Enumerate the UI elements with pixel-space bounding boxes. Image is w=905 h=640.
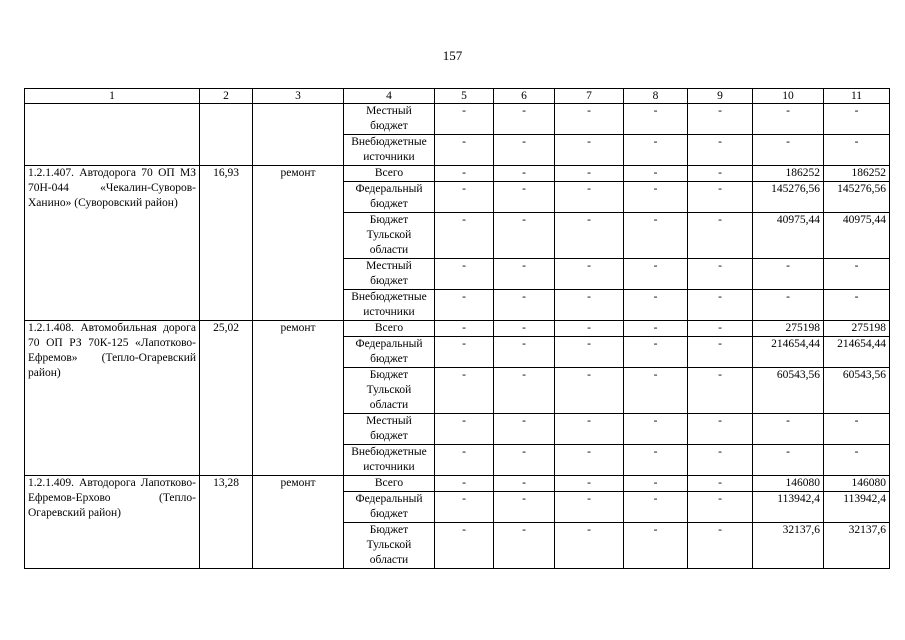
value-cell: - bbox=[624, 182, 688, 213]
object-cell bbox=[25, 104, 200, 166]
header-cell: 6 bbox=[494, 89, 555, 104]
funding-source-cell: Всего bbox=[344, 166, 435, 182]
length-cell: 16,93 bbox=[200, 166, 253, 321]
funding-source-cell: Всего bbox=[344, 476, 435, 492]
funding-source-cell: Федеральный бюджет bbox=[344, 337, 435, 368]
work-type-cell: ремонт bbox=[253, 476, 344, 569]
object-cell: 1.2.1.409. Автодорога Лапотково-Ефремов-Ерхово (Тепло-Огаревский район) bbox=[25, 476, 200, 569]
value-cell: - bbox=[688, 135, 753, 166]
value-cell: - bbox=[435, 104, 494, 135]
value-cell: 40975,44 bbox=[824, 213, 890, 259]
work-type-cell: ремонт bbox=[253, 166, 344, 321]
value-cell: - bbox=[753, 445, 824, 476]
value-cell: 214654,44 bbox=[824, 337, 890, 368]
value-cell: - bbox=[753, 104, 824, 135]
value-cell: - bbox=[824, 259, 890, 290]
value-cell: - bbox=[688, 182, 753, 213]
object-cell: 1.2.1.407. Автодорога 70 ОП МЗ 70Н-044 «Чекалин-Суворов-Ханино» (Суворовский район) bbox=[25, 166, 200, 321]
page-number: 157 bbox=[442, 48, 463, 63]
value-cell: - bbox=[688, 104, 753, 135]
table-row bbox=[25, 104, 890, 135]
object-cell: 1.2.1.408. Автомобильная дорога 70 ОП РЗ 70К-125 «Лапотково-Ефремов» (Тепло-Огаревский район) bbox=[25, 321, 200, 476]
value-cell: - bbox=[624, 166, 688, 182]
value-cell: - bbox=[688, 523, 753, 569]
table-row bbox=[25, 476, 890, 492]
table-body bbox=[25, 89, 890, 569]
header-cell: 4 bbox=[344, 89, 435, 104]
value-cell: - bbox=[435, 135, 494, 166]
value-cell: - bbox=[555, 337, 624, 368]
value-cell: - bbox=[435, 368, 494, 414]
value-cell: - bbox=[688, 476, 753, 492]
value-cell: - bbox=[624, 523, 688, 569]
header-cell: 5 bbox=[435, 89, 494, 104]
value-cell: - bbox=[624, 368, 688, 414]
value-cell: - bbox=[555, 182, 624, 213]
value-cell: - bbox=[494, 368, 555, 414]
value-cell: - bbox=[688, 290, 753, 321]
header-cell: 9 bbox=[688, 89, 753, 104]
funding-source-cell: Бюджет Тульской области bbox=[344, 213, 435, 259]
header-cell: 11 bbox=[824, 89, 890, 104]
funding-source-cell: Всего bbox=[344, 321, 435, 337]
value-cell: - bbox=[624, 213, 688, 259]
value-cell: - bbox=[624, 135, 688, 166]
value-cell: 146080 bbox=[753, 476, 824, 492]
value-cell: - bbox=[435, 523, 494, 569]
header-cell: 3 bbox=[253, 89, 344, 104]
value-cell: 146080 bbox=[824, 476, 890, 492]
value-cell: - bbox=[555, 213, 624, 259]
length-cell: 13,28 bbox=[200, 476, 253, 569]
funding-source-cell: Бюджет Тульской области bbox=[344, 368, 435, 414]
value-cell: - bbox=[494, 414, 555, 445]
work-type-cell bbox=[253, 104, 344, 166]
budget-table bbox=[24, 88, 890, 569]
value-cell: - bbox=[494, 213, 555, 259]
table-row bbox=[25, 321, 890, 337]
header-cell: 2 bbox=[200, 89, 253, 104]
value-cell: - bbox=[435, 213, 494, 259]
funding-source-cell: Внебюджетные источники bbox=[344, 445, 435, 476]
value-cell: 32137,6 bbox=[753, 523, 824, 569]
value-cell: - bbox=[435, 166, 494, 182]
value-cell: - bbox=[624, 104, 688, 135]
funding-source-cell: Местный бюджет bbox=[344, 414, 435, 445]
value-cell: - bbox=[688, 337, 753, 368]
value-cell: - bbox=[494, 476, 555, 492]
value-cell: - bbox=[494, 321, 555, 337]
value-cell: - bbox=[555, 166, 624, 182]
value-cell: - bbox=[435, 492, 494, 523]
value-cell: - bbox=[494, 182, 555, 213]
funding-source-cell: Местный бюджет bbox=[344, 104, 435, 135]
value-cell: - bbox=[688, 166, 753, 182]
value-cell: - bbox=[624, 445, 688, 476]
funding-source-cell: Бюджет Тульской области bbox=[344, 523, 435, 569]
value-cell: - bbox=[555, 104, 624, 135]
value-cell: - bbox=[555, 135, 624, 166]
value-cell: - bbox=[824, 414, 890, 445]
value-cell: 186252 bbox=[824, 166, 890, 182]
header-row bbox=[25, 89, 890, 104]
value-cell: - bbox=[624, 414, 688, 445]
value-cell: - bbox=[494, 337, 555, 368]
value-cell: - bbox=[435, 414, 494, 445]
value-cell: - bbox=[555, 523, 624, 569]
value-cell: - bbox=[824, 445, 890, 476]
value-cell: - bbox=[494, 166, 555, 182]
header-cell: 8 bbox=[624, 89, 688, 104]
value-cell: - bbox=[555, 368, 624, 414]
header-cell: 10 bbox=[753, 89, 824, 104]
header-cell: 1 bbox=[25, 89, 200, 104]
value-cell: - bbox=[435, 476, 494, 492]
value-cell: - bbox=[624, 476, 688, 492]
value-cell: - bbox=[753, 135, 824, 166]
funding-source-cell: Внебюджетные источники bbox=[344, 290, 435, 321]
value-cell: - bbox=[555, 259, 624, 290]
value-cell: 32137,6 bbox=[824, 523, 890, 569]
value-cell: - bbox=[494, 523, 555, 569]
funding-source-cell: Внебюджетные источники bbox=[344, 135, 435, 166]
value-cell: - bbox=[435, 290, 494, 321]
funding-source-cell: Федеральный бюджет bbox=[344, 492, 435, 523]
value-cell: 60543,56 bbox=[824, 368, 890, 414]
value-cell: - bbox=[494, 135, 555, 166]
value-cell: - bbox=[555, 492, 624, 523]
table-row bbox=[25, 166, 890, 182]
value-cell: - bbox=[688, 368, 753, 414]
value-cell: 214654,44 bbox=[753, 337, 824, 368]
value-cell: 40975,44 bbox=[753, 213, 824, 259]
value-cell: 113942,4 bbox=[753, 492, 824, 523]
value-cell: - bbox=[688, 213, 753, 259]
value-cell: 186252 bbox=[753, 166, 824, 182]
value-cell: - bbox=[555, 445, 624, 476]
value-cell: - bbox=[494, 492, 555, 523]
value-cell: - bbox=[624, 321, 688, 337]
value-cell: - bbox=[753, 259, 824, 290]
value-cell: - bbox=[494, 259, 555, 290]
value-cell: - bbox=[624, 290, 688, 321]
value-cell: - bbox=[435, 321, 494, 337]
value-cell: - bbox=[555, 290, 624, 321]
value-cell: - bbox=[494, 104, 555, 135]
value-cell: - bbox=[624, 259, 688, 290]
value-cell: - bbox=[555, 321, 624, 337]
funding-source-cell: Федеральный бюджет bbox=[344, 182, 435, 213]
value-cell: - bbox=[753, 414, 824, 445]
header-cell: 7 bbox=[555, 89, 624, 104]
value-cell: 60543,56 bbox=[753, 368, 824, 414]
value-cell: - bbox=[624, 337, 688, 368]
value-cell: - bbox=[824, 290, 890, 321]
value-cell: 113942,4 bbox=[824, 492, 890, 523]
value-cell: - bbox=[435, 445, 494, 476]
value-cell: - bbox=[824, 135, 890, 166]
value-cell: - bbox=[688, 259, 753, 290]
value-cell: - bbox=[555, 476, 624, 492]
length-cell bbox=[200, 104, 253, 166]
value-cell: - bbox=[494, 445, 555, 476]
value-cell: - bbox=[688, 445, 753, 476]
value-cell: - bbox=[688, 414, 753, 445]
value-cell: 275198 bbox=[753, 321, 824, 337]
value-cell: - bbox=[688, 321, 753, 337]
value-cell: - bbox=[494, 290, 555, 321]
value-cell: - bbox=[688, 492, 753, 523]
value-cell: - bbox=[435, 337, 494, 368]
value-cell: - bbox=[753, 290, 824, 321]
value-cell: - bbox=[435, 182, 494, 213]
funding-source-cell: Местный бюджет bbox=[344, 259, 435, 290]
value-cell: 145276,56 bbox=[753, 182, 824, 213]
value-cell: 145276,56 bbox=[824, 182, 890, 213]
value-cell: - bbox=[555, 414, 624, 445]
value-cell: - bbox=[435, 259, 494, 290]
value-cell: - bbox=[824, 104, 890, 135]
value-cell: - bbox=[624, 492, 688, 523]
value-cell: 275198 bbox=[824, 321, 890, 337]
work-type-cell: ремонт bbox=[253, 321, 344, 476]
length-cell: 25,02 bbox=[200, 321, 253, 476]
